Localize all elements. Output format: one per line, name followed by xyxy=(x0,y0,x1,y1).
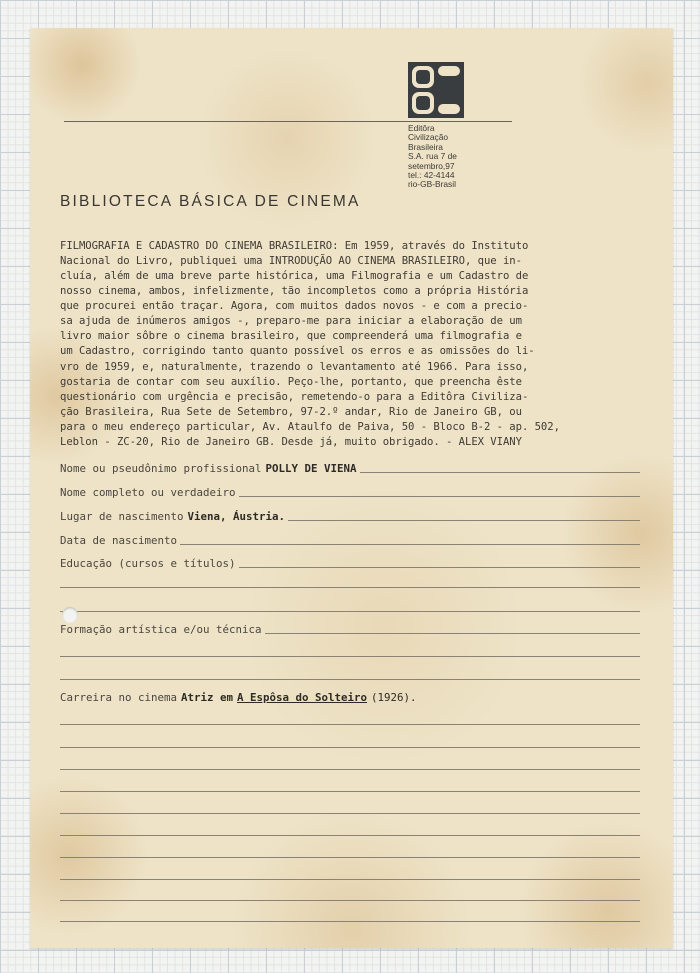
name-field[interactable] xyxy=(60,459,640,475)
blank-line[interactable] xyxy=(60,611,640,612)
career-field[interactable] xyxy=(60,688,640,704)
intro-line: cluía, além de uma breve parte histórica, uma Filmografia e um Cadastro de xyxy=(60,270,529,283)
fullname-field[interactable] xyxy=(60,483,640,499)
intro-line: ção Brasileira, Rua Sete de Setembro, 97-2.º andar, Rio de Janeiro GB, ou xyxy=(60,405,522,418)
training-line xyxy=(265,633,640,634)
intro-line: questionário com urgência e precisão, remetendo-o para a Editôra Civiliza- xyxy=(60,390,529,403)
career-label: Carreira no cinema xyxy=(60,691,178,704)
publisher-address xyxy=(408,124,457,190)
birthdate-field[interactable] xyxy=(60,531,640,547)
career-year: (1926). xyxy=(371,691,417,704)
blank-line[interactable] xyxy=(60,857,640,858)
education-line xyxy=(239,567,640,568)
intro-line: vro de 1959, e, naturalmente, trazendo o levantamento até 1966. Para isso, xyxy=(60,360,529,373)
intro-line: sa ajuda de inúmeros amigos -, preparo-me para iniciar a elaboração de um xyxy=(60,315,522,328)
blank-line[interactable] xyxy=(60,656,640,657)
blank-line[interactable] xyxy=(60,900,640,901)
intro-line: livro maior sôbre o cinema brasileiro, que compreenderá uma filmografia e xyxy=(60,330,522,343)
page-title: BIBLIOTECA BÁSICA DE CINEMA xyxy=(60,193,361,210)
publisher-line: S.A. rua 7 de xyxy=(408,151,457,162)
publisher-line: Editôra xyxy=(408,123,435,133)
blank-line[interactable] xyxy=(60,587,640,588)
birthplace-label: Lugar de nascimento xyxy=(60,510,184,523)
questionnaire-sheet xyxy=(30,28,673,948)
top-rule xyxy=(64,121,512,122)
publisher-line: rio-GB-Brasil xyxy=(408,179,456,190)
blank-line[interactable] xyxy=(60,791,640,792)
birthplace-value: Viena, Áustria. xyxy=(187,510,286,523)
birthplace-line xyxy=(288,520,640,521)
birthplace-field[interactable] xyxy=(60,507,640,523)
intro-line: gostaria de contar com seu auxílio. Peço-lhe, portanto, que preencha êste xyxy=(60,375,522,388)
publisher-line: tel.: 42-4144 xyxy=(408,170,455,181)
birthdate-label: Data de nascimento xyxy=(60,534,178,547)
career-role: Atriz em xyxy=(181,691,234,704)
publisher-line: Civilização xyxy=(408,132,449,143)
blank-line[interactable] xyxy=(60,813,640,814)
blank-line[interactable] xyxy=(60,724,640,725)
intro-line: Leblon - ZC-20, Rio de Janeiro GB. Desde já, muito obrigado. - ALEX VIANY xyxy=(60,435,522,448)
publisher-line: setembro,97 xyxy=(408,160,455,171)
intro-line: que procurei então traçar. Agora, com muitos dados novos - e com a precio- xyxy=(60,300,529,313)
birthdate-line xyxy=(180,544,640,545)
blank-line[interactable] xyxy=(60,921,640,922)
blank-line[interactable] xyxy=(60,747,640,748)
training-label: Formação artística e/ou técnica xyxy=(60,623,262,636)
career-film-title: A Espôsa do Solteiro xyxy=(237,691,368,704)
blank-line[interactable] xyxy=(60,769,640,770)
fullname-label: Nome completo ou verdadeiro xyxy=(60,486,236,499)
name-value: POLLY DE VIENA xyxy=(265,462,357,475)
blank-line[interactable] xyxy=(60,679,640,680)
punch-hole xyxy=(62,607,78,623)
education-label: Educação (cursos e títulos) xyxy=(60,557,236,570)
name-label: Nome ou pseudônimo profissional xyxy=(60,462,262,475)
intro-paragraph xyxy=(60,239,650,450)
intro-line: um Cadastro, corrigindo tanto quanto possível os erros e as omissões do li- xyxy=(60,345,535,358)
intro-line: Nacional do Livro, publiquei uma INTRODUÇÃO AO CINEMA BRASILEIRO, que in- xyxy=(60,255,522,268)
publisher-logo xyxy=(408,62,464,118)
fullname-line xyxy=(239,496,640,497)
publisher-line: Brasileira xyxy=(408,141,443,152)
intro-line: FILMOGRAFIA E CADASTRO DO CINEMA BRASILEIRO: Em 1959, através do Instituto xyxy=(60,240,529,252)
name-line xyxy=(360,472,640,473)
education-field[interactable] xyxy=(60,554,640,570)
blank-line[interactable] xyxy=(60,879,640,880)
intro-line: para o meu endereço particular, Av. Ataulfo de Paiva, 50 - Bloco B-2 - ap. 502, xyxy=(60,420,560,433)
blank-line[interactable] xyxy=(60,835,640,836)
intro-line: nosso cinema, ambos, infelizmente, tão incompletos como a própria História xyxy=(60,285,529,298)
training-field[interactable] xyxy=(60,620,640,636)
